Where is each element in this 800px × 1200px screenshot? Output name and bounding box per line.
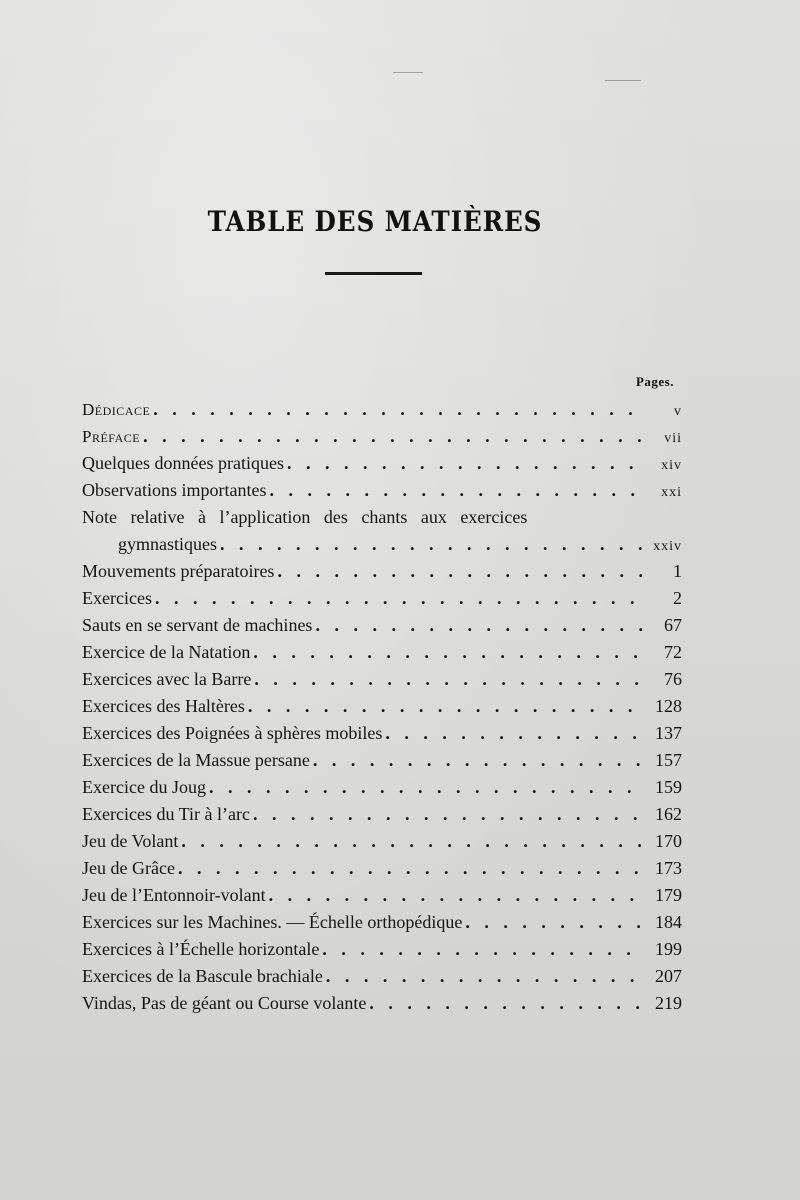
dot-leader <box>220 531 642 558</box>
toc-entry-label: Exercice de la Natation <box>82 642 251 662</box>
toc-entry-page: 157 <box>655 750 682 770</box>
toc-entry-page: 72 <box>664 642 682 662</box>
toc-entry-label: Exercices avec la Barre <box>82 669 252 689</box>
dot-leader <box>248 693 642 720</box>
dot-leader <box>322 936 642 963</box>
toc-entry <box>82 450 682 477</box>
toc-entry-page: xxi <box>661 485 682 500</box>
dot-leader <box>369 990 642 1017</box>
dot-leader <box>385 720 642 747</box>
toc-entry-page: vii <box>664 431 682 446</box>
toc-entry-page: 76 <box>664 669 682 689</box>
dot-leader <box>143 423 642 450</box>
toc-entry-label-line1 <box>82 504 682 531</box>
dot-leader <box>269 882 642 909</box>
toc-entry-label: Exercice du Joug <box>82 777 206 797</box>
toc-entry-page: 170 <box>655 831 682 851</box>
dot-leader <box>253 801 642 828</box>
toc-entry-label: Exercices du Tir à l’arc <box>82 804 250 824</box>
pages-column-header: Pages. <box>635 374 674 389</box>
dot-leader <box>269 477 642 504</box>
toc-entry-multiline <box>82 504 682 558</box>
toc-entry-page: 67 <box>664 615 682 635</box>
toc-entry <box>82 612 682 639</box>
toc-entry-page: 2 <box>673 588 682 608</box>
dot-leader <box>209 774 642 801</box>
dot-leader <box>277 558 642 585</box>
dot-leader <box>153 396 642 423</box>
toc-entry <box>82 558 682 585</box>
show-through-mark <box>605 80 641 81</box>
toc-entry-label: Vindas, Pas de géant ou Course volante <box>82 993 367 1013</box>
toc-entry-label: gymnastiques <box>118 534 217 554</box>
dot-leader <box>313 747 642 774</box>
toc-entry-page: 184 <box>655 912 682 932</box>
toc-entry-page: 207 <box>655 966 682 986</box>
toc-entry <box>82 801 682 828</box>
toc-entry-page: 162 <box>655 804 682 824</box>
toc-entry-label: Jeu de Volant <box>82 831 179 851</box>
toc-entry-label: Quelques données pratiques <box>82 453 284 473</box>
toc-entry-preface <box>82 423 682 450</box>
toc-entry-page: 173 <box>655 858 682 878</box>
toc-entry-label: Exercices à l’Échelle horizontale <box>82 939 320 959</box>
toc-entry <box>82 720 682 747</box>
toc-entry <box>82 747 682 774</box>
toc-entry-page: 199 <box>655 939 682 959</box>
toc-entry <box>82 693 682 720</box>
toc-entry-page: 137 <box>655 723 682 743</box>
table-of-contents <box>82 396 682 1017</box>
toc-entry <box>82 963 682 990</box>
title-rule <box>325 272 422 275</box>
toc-entry-page: 159 <box>655 777 682 797</box>
toc-entry <box>82 774 682 801</box>
toc-entry-label: Jeu de Grâce <box>82 858 175 878</box>
toc-entry <box>82 477 682 504</box>
dot-leader <box>287 450 642 477</box>
toc-entry-label: Exercices des Poignées à sphères mobiles <box>82 723 383 743</box>
dot-leader <box>465 909 642 936</box>
toc-entry-page: v <box>674 404 682 419</box>
toc-entry <box>82 855 682 882</box>
toc-entry-page: xxiv <box>653 539 682 554</box>
toc-entry-label: Dédicace <box>82 400 151 419</box>
toc-entry <box>82 585 682 612</box>
dot-leader <box>178 855 642 882</box>
toc-entry <box>82 666 682 693</box>
dot-leader <box>315 612 642 639</box>
toc-entry-label: Exercices de la Massue persane <box>82 750 310 770</box>
toc-entry-label: Jeu de l’Entonnoir-volant <box>82 885 266 905</box>
toc-entry-dedicace <box>82 396 682 423</box>
toc-entry-label: Mouvements préparatoires <box>82 561 275 581</box>
dot-leader <box>155 585 642 612</box>
toc-entry-label-first-line: Note relative à l’application des chants aux exercices <box>82 507 528 527</box>
toc-entry-page: 128 <box>655 696 682 716</box>
toc-entry <box>82 639 682 666</box>
dot-leader <box>181 828 642 855</box>
toc-entry-page: xiv <box>661 458 682 473</box>
toc-entry <box>82 828 682 855</box>
toc-entry-page: 179 <box>655 885 682 905</box>
toc-entry-label: Exercices de la Bascule brachiale <box>82 966 323 986</box>
toc-entry <box>82 882 682 909</box>
page-title: TABLE DES MATIÈRES <box>207 204 543 238</box>
dot-leader <box>326 963 642 990</box>
dot-leader <box>253 639 642 666</box>
dot-leader <box>254 666 642 693</box>
toc-entry <box>82 990 682 1017</box>
toc-entry-page: 1 <box>673 561 682 581</box>
toc-entry-label: Préface <box>82 427 141 446</box>
show-through-mark <box>393 72 423 73</box>
toc-entry-label: Exercices <box>82 588 152 608</box>
toc-entry-label: Observations importantes <box>82 480 267 500</box>
toc-entry-page: 219 <box>655 993 682 1013</box>
toc-entry <box>82 936 682 963</box>
toc-entry <box>82 909 682 936</box>
toc-entry-label: Exercices sur les Machines. — Échelle orthopédique <box>82 912 463 932</box>
toc-entry-label: Sauts en se servant de machines <box>82 615 313 635</box>
toc-entry-label: Exercices des Haltères <box>82 696 245 716</box>
